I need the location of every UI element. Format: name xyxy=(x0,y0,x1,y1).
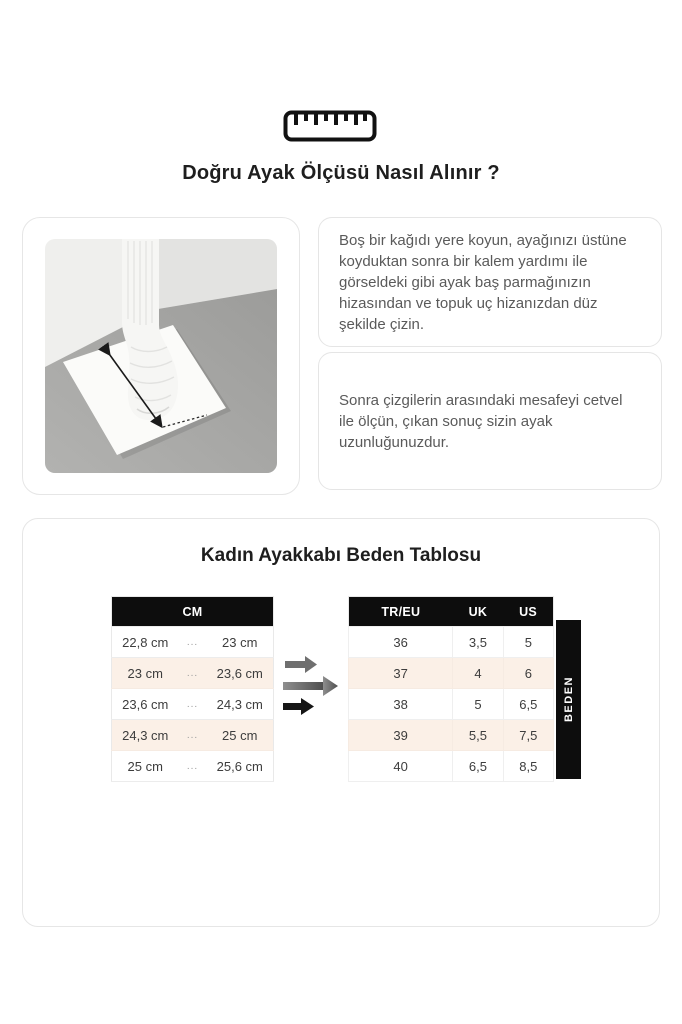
conversion-table-row xyxy=(349,720,554,751)
cm-to-value: 23 cm xyxy=(207,627,274,658)
cm-to-value: 23,6 cm xyxy=(207,658,274,689)
size-value: 8,5 xyxy=(503,751,553,782)
cm-from-value: 24,3 cm xyxy=(112,720,179,751)
size-value: 5 xyxy=(503,627,553,658)
cm-table-header: CM xyxy=(112,597,274,627)
cm-to-value: 25,6 cm xyxy=(207,751,274,782)
size-value: 6 xyxy=(503,658,553,689)
cm-table-row xyxy=(112,751,274,782)
size-table-card xyxy=(22,518,660,927)
foot-photo-card xyxy=(22,217,300,495)
instruction-card-1 xyxy=(318,217,662,347)
size-value: 37 xyxy=(349,658,453,689)
cm-from-value: 23 cm xyxy=(112,658,179,689)
size-value: 5 xyxy=(453,689,503,720)
cm-table-row xyxy=(112,720,274,751)
conversion-table-row xyxy=(349,627,554,658)
size-value: 5,5 xyxy=(453,720,503,751)
ruler-icon xyxy=(283,110,377,142)
size-value: 38 xyxy=(349,689,453,720)
range-separator: ... xyxy=(179,720,207,751)
size-value: 3,5 xyxy=(453,627,503,658)
range-separator: ... xyxy=(179,658,207,689)
cm-table-header-row xyxy=(112,597,274,627)
cm-from-value: 22,8 cm xyxy=(112,627,179,658)
conversion-table-row xyxy=(349,658,554,689)
range-separator: ... xyxy=(179,627,207,658)
cm-from-value: 25 cm xyxy=(112,751,179,782)
conversion-table-header-row xyxy=(349,597,554,627)
cm-table-body xyxy=(112,627,274,782)
conversion-table-row xyxy=(349,689,554,720)
instruction-text-2: Sonra çizgilerin arasındaki mesafeyi cetvel ile ölçün, çıkan sonuç sizin ayak uzunluğunuzdur. xyxy=(339,391,623,451)
page-title: Doğru Ayak Ölçüsü Nasıl Alınır ? xyxy=(182,162,500,184)
conversion-table xyxy=(348,596,554,782)
cm-to-value: 24,3 cm xyxy=(207,689,274,720)
cm-table-row xyxy=(112,689,274,720)
size-value: 4 xyxy=(453,658,503,689)
size-value: 40 xyxy=(349,751,453,782)
range-separator: ... xyxy=(179,689,207,720)
size-value: 7,5 xyxy=(503,720,553,751)
instruction-card-2 xyxy=(318,352,662,490)
size-value: 6,5 xyxy=(453,751,503,782)
beden-label: BEDEN xyxy=(562,676,575,723)
conversion-table-row xyxy=(349,751,554,782)
size-value: 36 xyxy=(349,627,453,658)
cm-from-value: 23,6 cm xyxy=(112,689,179,720)
cm-table-row xyxy=(112,658,274,689)
conversion-column-header: US xyxy=(503,597,553,627)
conversion-column-header: TR/EU xyxy=(349,597,453,627)
size-value: 6,5 xyxy=(503,689,553,720)
beden-vertical-strip xyxy=(556,620,581,779)
instruction-text-1: Boş bir kağıdı yere koyun, ayağınızı üstüne koyduktan sonra bir kalem yardımı ile görseldeki gibi ayak baş parmağınızın hizasından ve topuk uç hizanızdan düz şekilde çizin. xyxy=(339,231,627,333)
conversion-column-header: UK xyxy=(453,597,503,627)
cm-table xyxy=(111,596,274,782)
cm-to-value: 25 cm xyxy=(207,720,274,751)
size-value: 39 xyxy=(349,720,453,751)
transfer-arrows-icon xyxy=(281,652,343,718)
range-separator: ... xyxy=(179,751,207,782)
cm-table-row xyxy=(112,627,274,658)
conversion-table-body xyxy=(349,627,554,782)
foot-measurement-photo xyxy=(45,239,277,473)
size-table-title: Kadın Ayakkabı Beden Tablosu xyxy=(200,545,482,566)
